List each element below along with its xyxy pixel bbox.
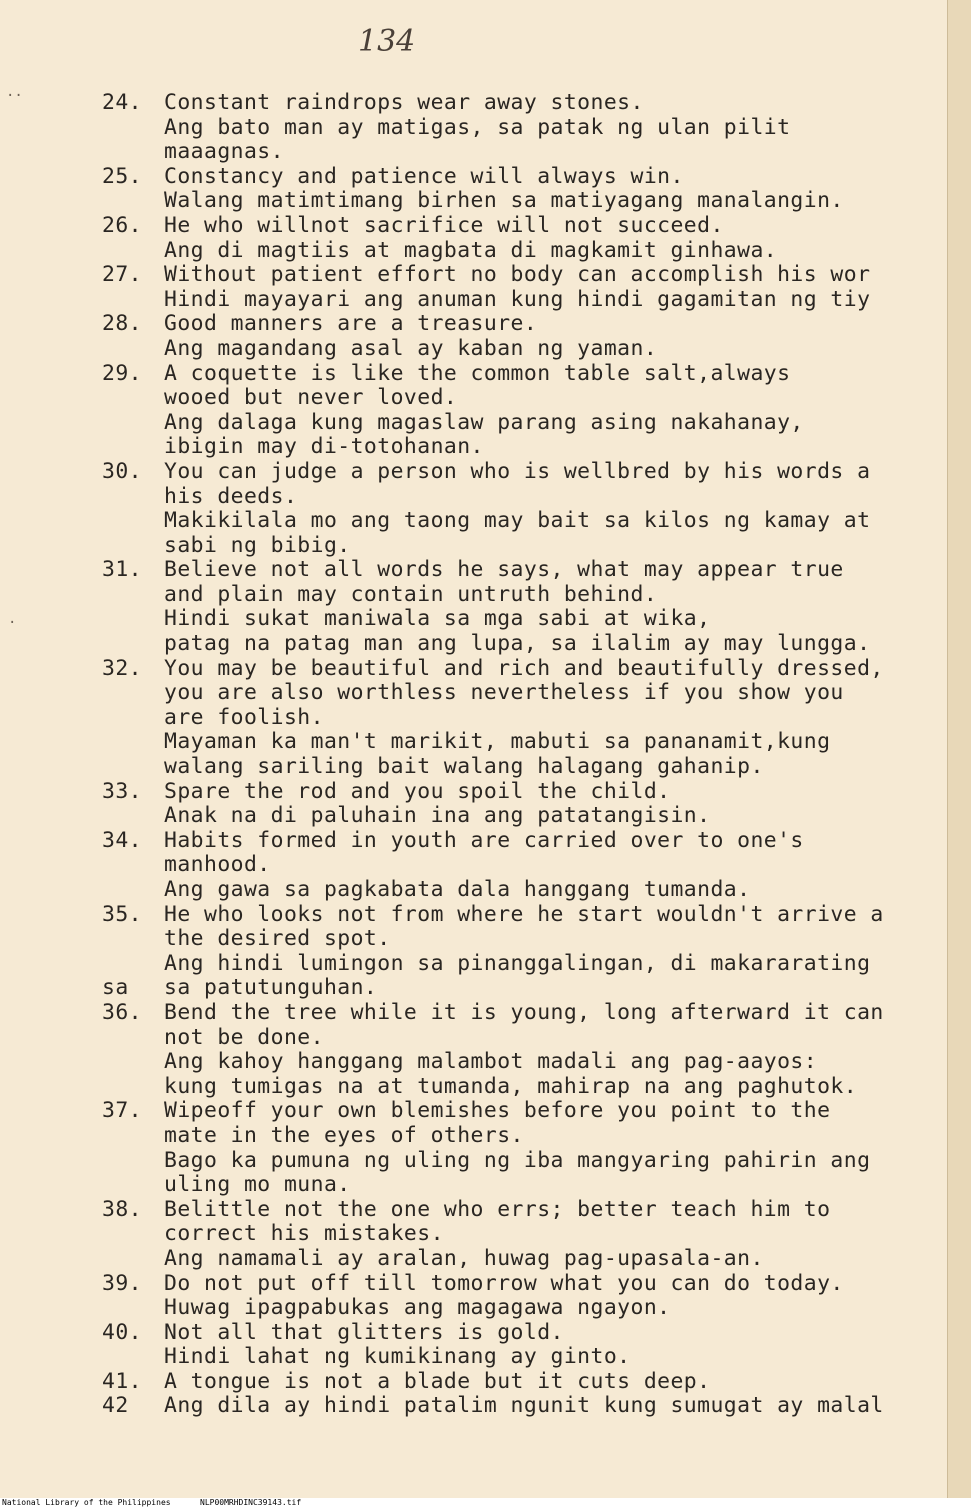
- line-text: kung tumigas na at tumanda, mahirap na ang paghutok.: [164, 1074, 858, 1099]
- text-line: [102, 1370, 962, 1395]
- text-line: [102, 165, 962, 190]
- text-line: [102, 1222, 962, 1247]
- text-line: [102, 91, 962, 116]
- proverb-lines: [102, 91, 962, 1419]
- text-line: [102, 485, 962, 510]
- item-number: 41.: [102, 1369, 142, 1394]
- text-line: [102, 1001, 962, 1026]
- text-line: [102, 583, 962, 608]
- line-text: you are also worthless nevertheless if you show you: [164, 681, 844, 706]
- text-line: [102, 1321, 962, 1346]
- line-text: patag na patag man ang lupa, sa ilalim ay may lungga.: [164, 632, 871, 657]
- text-line: [102, 362, 962, 387]
- line-text: Belittle not the one who errs; better teach him to: [164, 1197, 831, 1222]
- text-line: [102, 1124, 962, 1149]
- text-line: [102, 1099, 962, 1124]
- line-text: Anak na di paluhain ina ang patatangisin.: [164, 804, 711, 829]
- line-text: walang sariling bait walang halagang gahanip.: [164, 755, 764, 780]
- line-text: Hindi mayayari ang anuman kung hindi gagamitan ng tiy: [164, 287, 871, 312]
- text-line: [102, 927, 962, 952]
- text-line: [102, 116, 962, 141]
- text-line: [102, 337, 962, 362]
- text-line: [102, 509, 962, 534]
- item-number: 34.: [102, 828, 142, 853]
- line-text: Makikilala mo ang taong may bait sa kilos ng kamay at: [164, 509, 871, 534]
- text-line: [102, 829, 962, 854]
- text-line: [102, 607, 962, 632]
- line-text: his deeds.: [164, 484, 298, 509]
- line-text: A tongue is not a blade but it cuts deep.: [164, 1369, 711, 1394]
- line-text: manhood.: [164, 853, 271, 878]
- text-line: [102, 730, 962, 755]
- text-line: [102, 632, 962, 657]
- line-text: Ang di magtiis at magbata di magkamit ginhawa.: [164, 238, 778, 263]
- line-text: wooed but never loved.: [164, 386, 458, 411]
- line-text: A coquette is like the common table salt,always: [164, 361, 791, 386]
- line-text: Ang kahoy hanggang malambot madali ang pag-aayos:: [164, 1050, 818, 1075]
- line-text: He who willnot sacrifice will not succeed.: [164, 213, 724, 238]
- item-number: 32.: [102, 656, 142, 681]
- item-number: 24.: [102, 91, 142, 115]
- text-line: [102, 460, 962, 485]
- margin-mark: ··: [6, 88, 23, 104]
- text-line: [102, 804, 962, 829]
- line-text: Ang namamali ay aralan, huwag pag-upasala-an.: [164, 1246, 764, 1271]
- item-number: 35.: [102, 902, 142, 927]
- scan-footer: [0, 1498, 971, 1508]
- line-text: Bend the tree while it is young, long afterward it can: [164, 1000, 884, 1025]
- text-line: [102, 1026, 962, 1051]
- line-text: Hindi lahat ng kumikinang ay ginto.: [164, 1345, 631, 1370]
- line-text: Wipeoff your own blemishes before you point to the: [164, 1099, 831, 1124]
- line-text: Without patient effort no body can accomplish his wor: [164, 263, 871, 288]
- text-line: [102, 1296, 962, 1321]
- line-text: Hindi sukat maniwala sa mga sabi at wika,: [164, 607, 711, 632]
- line-text: Ang dalaga kung magaslaw parang asing nakahanay,: [164, 410, 804, 435]
- scan-edge: [948, 0, 971, 1498]
- text-line: [102, 1394, 962, 1419]
- line-text: Habits formed in youth are carried over to one's: [164, 828, 804, 853]
- line-text: Believe not all words he says, what may appear true: [164, 558, 844, 583]
- line-text: mate in the eyes of others.: [164, 1123, 524, 1148]
- item-number: 42: [102, 1394, 129, 1419]
- line-text: and plain may contain untruth behind.: [164, 582, 658, 607]
- item-number: 26.: [102, 213, 142, 238]
- line-text: maaagnas.: [164, 140, 284, 165]
- text-line: [102, 903, 962, 928]
- footer-source: National Library of the Philippines: [2, 1498, 171, 1507]
- text-line: [102, 952, 962, 977]
- text-line: [102, 1075, 962, 1100]
- item-number: 31.: [102, 558, 142, 583]
- text-line: [102, 534, 962, 559]
- line-text: Spare the rod and you spoil the child.: [164, 779, 671, 804]
- text-line: [102, 386, 962, 411]
- text-line: [102, 976, 962, 1001]
- text-line: [102, 263, 962, 288]
- item-number: 33.: [102, 779, 142, 804]
- line-text: Bago ka pumuna ng uling ng iba mangyaring pahirin ang: [164, 1148, 871, 1173]
- footer-filename: NLP00MRHDINC39143.tif: [200, 1498, 302, 1507]
- text-line: [102, 755, 962, 780]
- line-text: ibigin may di-totohanan.: [164, 435, 484, 460]
- line-text: Constancy and patience will always win.: [164, 164, 684, 189]
- item-number: 25.: [102, 164, 142, 189]
- line-text: sabi ng bibig.: [164, 533, 351, 558]
- line-text: Ang hindi lumingon sa pinanggalingan, di makararating: [164, 951, 871, 976]
- text-line: [102, 1345, 962, 1370]
- text-line: [102, 288, 962, 313]
- item-number: 30.: [102, 459, 142, 484]
- item-number: 28.: [102, 312, 142, 337]
- text-line: [102, 681, 962, 706]
- item-number: 38.: [102, 1197, 142, 1222]
- line-text: Mayaman ka man't marikit, mabuti sa pananamit,kung: [164, 730, 831, 755]
- text-line: [102, 411, 962, 436]
- text-line: [102, 140, 962, 165]
- text-line: [102, 853, 962, 878]
- line-text: uling mo muna.: [164, 1173, 351, 1198]
- line-text: the desired spot.: [164, 927, 391, 952]
- line-text: Ang dila ay hindi patalim ngunit kung sumugat ay malal: [164, 1394, 884, 1419]
- line-text: Do not put off till tomorrow what you can do today.: [164, 1271, 844, 1296]
- line-text: Ang magandang asal ay kaban ng yaman.: [164, 336, 658, 361]
- line-text: not be done.: [164, 1025, 324, 1050]
- item-number: 27.: [102, 263, 142, 288]
- line-text: Constant raindrops wear away stones.: [164, 91, 644, 115]
- text-line: [102, 1272, 962, 1297]
- line-text: Ang gawa sa pagkabata dala hanggang tumanda.: [164, 878, 751, 902]
- text-line: [102, 1198, 962, 1223]
- text-line: [102, 1173, 962, 1198]
- text-line: [102, 780, 962, 805]
- line-text: are foolish.: [164, 705, 324, 730]
- line-text: Not all that glitters is gold.: [164, 1320, 564, 1345]
- line-text: Walang matimtimang birhen sa matiyagang manalangin.: [164, 189, 844, 214]
- item-number: 40.: [102, 1320, 142, 1345]
- text-line: [102, 1247, 962, 1272]
- text-line: [102, 558, 962, 583]
- text-line: [102, 1050, 962, 1075]
- line-text: He who looks not from where he start wouldn't arrive a: [164, 902, 884, 927]
- item-number: 36.: [102, 1000, 142, 1025]
- text-line: [102, 878, 962, 903]
- line-text: sa patutunguhan.: [164, 976, 378, 1001]
- text-line: [102, 1149, 962, 1174]
- line-text: You can judge a person who is wellbred by his words a: [164, 459, 871, 484]
- line-text: Good manners are a treasure.: [164, 312, 538, 337]
- text-line: [102, 312, 962, 337]
- item-number: 39.: [102, 1271, 142, 1296]
- text-line: [102, 239, 962, 264]
- text-line: [102, 214, 962, 239]
- item-number: 37.: [102, 1099, 142, 1124]
- text-line: [102, 189, 962, 214]
- line-text: Huwag ipagpabukas ang magagawa ngayon.: [164, 1296, 671, 1321]
- page-number: 134: [358, 24, 416, 59]
- line-text: correct his mistakes.: [164, 1222, 444, 1247]
- item-number: sa: [102, 976, 129, 1001]
- margin-mark: ·: [8, 615, 17, 631]
- text-line: [102, 657, 962, 682]
- item-number: 29.: [102, 361, 142, 386]
- text-line: [102, 435, 962, 460]
- line-text: Ang bato man ay matigas, sa patak ng ulan pilit: [164, 115, 791, 140]
- line-text: You may be beautiful and rich and beautifully dressed,: [164, 656, 884, 681]
- text-line: [102, 706, 962, 731]
